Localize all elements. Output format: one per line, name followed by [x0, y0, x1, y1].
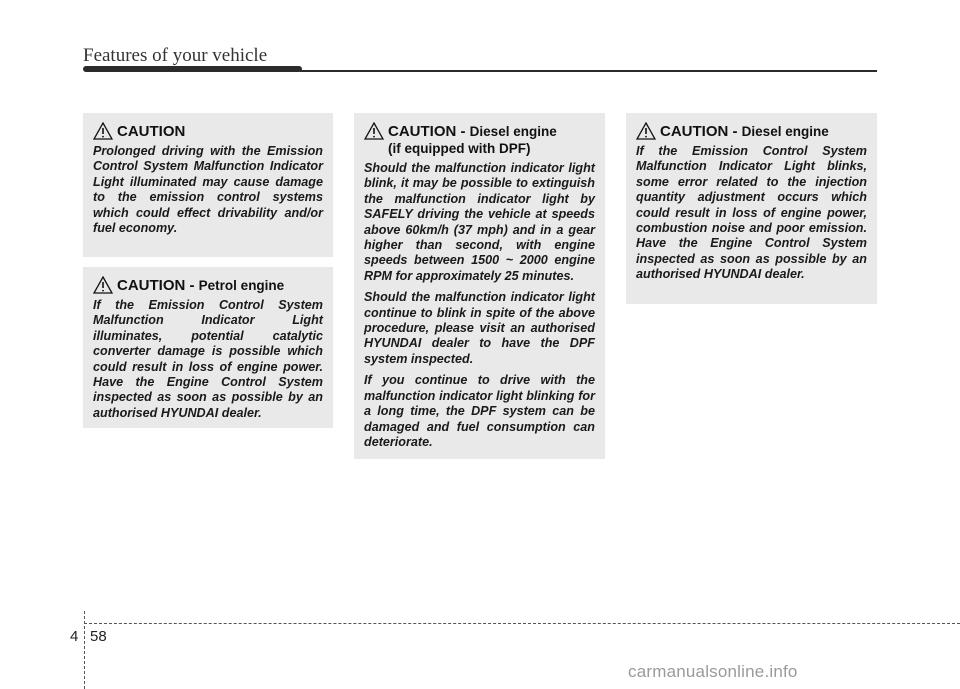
page-header-title: Features of your vehicle	[83, 45, 268, 66]
caution-paragraph: Prolonged driving with the Emission Control System Malfunction Indicator Light illuminated may cause damage to the emission control systems which could effect drivability and/or fuel economy.	[93, 144, 323, 236]
warning-triangle-icon	[93, 122, 113, 140]
caution-title-text: CAUTION -	[117, 277, 199, 294]
caution-title	[364, 123, 595, 157]
warning-triangle-icon	[364, 122, 384, 140]
caution-paragraph: If the Emission Control System Malfunction Indicator Light illuminates, potential catalytic converter damage is possible which could result in loss of engine power. Have the Engine Control System inspected as soon as possible by an authorised HYUNDAI dealer.	[93, 298, 323, 420]
caution-subtitle: Diesel engine	[741, 124, 829, 139]
caution-paragraph: If the Emission Control System Malfunction Indicator Light blinks, some error related to the injection quantity adjustment occurs which could result in loss of engine power, combustion noise and poor emission. Have the Engine Control System inspected as soon as possible by an authorised HYUNDAI dealer.	[636, 144, 867, 282]
caution-box-general	[83, 113, 333, 257]
page-section-number: 4	[70, 628, 79, 645]
caution-subtitle: Diesel engine	[469, 124, 557, 139]
header-rule-thin	[300, 70, 877, 72]
caution-box-petrol	[83, 267, 333, 428]
caution-paragraph: If you continue to drive with the malfunction indicator light blinking for a long time, the DPF system can be damaged and fuel consumption can deteriorate.	[364, 373, 595, 449]
page-number: 58	[90, 628, 107, 645]
footer-horizontal-rule	[84, 623, 960, 624]
caution-subtitle-line2: (if equipped with DPF)	[388, 141, 531, 156]
caution-title-text: CAUTION	[117, 123, 186, 140]
caution-title	[93, 277, 323, 294]
caution-paragraph: Should the malfunction indicator light blink, it may be possible to extinguish the malfunction indicator light by SAFELY driving the vehicle at speeds above 60km/h (37 mph) and in a gear higher than second, with engine speeds between 1500 ~ 2000 engine RPM for approximately 25 minutes.	[364, 161, 595, 283]
watermark-text: carmanualsonline.info	[628, 662, 798, 681]
warning-triangle-icon	[93, 276, 113, 294]
caution-paragraph: Should the malfunction indicator light continue to blink in spite of the above procedure, please visit an authorised HYUNDAI dealer to have the DPF system inspected.	[364, 290, 595, 366]
caution-box-diesel-dpf	[354, 113, 605, 459]
caution-box-diesel	[626, 113, 877, 304]
caution-title	[636, 123, 867, 140]
caution-title-text: CAUTION -	[388, 123, 470, 140]
header-rule-thick	[83, 66, 302, 72]
caution-title	[93, 123, 323, 140]
caution-title-text: CAUTION -	[660, 123, 742, 140]
caution-subtitle: Petrol engine	[198, 278, 285, 293]
warning-triangle-icon	[636, 122, 656, 140]
